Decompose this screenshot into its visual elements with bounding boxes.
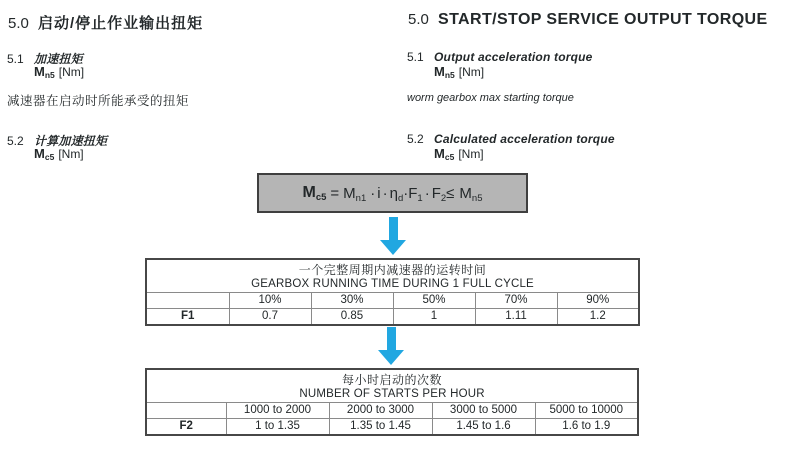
formula-mn5-sub: n5 <box>471 192 483 204</box>
table-row <box>146 293 639 309</box>
section-number: 5.0 <box>408 11 429 28</box>
table-title-zh: 一个完整周期内减速器的运转时间 <box>298 262 487 277</box>
formula-mc5 <box>303 184 327 202</box>
torque-symbol: M <box>34 64 45 79</box>
down-arrow-icon <box>380 217 406 255</box>
subsection-title: 加速扭矩 <box>34 52 83 66</box>
table-row <box>146 419 638 436</box>
factor-value: 0.7 <box>229 309 311 326</box>
formula-mc5-sub: c5 <box>315 192 327 203</box>
formula-f2-base: F <box>431 184 441 202</box>
section-title: START/STOP SERVICE OUTPUT TORQUE <box>438 11 768 28</box>
column-header: 2000 to 3000 <box>329 403 432 419</box>
empty-cell <box>146 293 229 309</box>
formula-mc5-base: M <box>302 184 316 201</box>
formula-mn5-base: M <box>459 184 472 202</box>
section-title: 启动/停止作业输出扭矩 <box>38 15 204 32</box>
formula-f1 <box>408 185 422 202</box>
factor-value: 1.11 <box>475 309 557 326</box>
formula-ratio-i: i <box>377 184 381 202</box>
table-header-cell <box>146 369 638 403</box>
formula-f1-sub: 1 <box>417 192 423 204</box>
column-header: 10% <box>229 293 311 309</box>
subsection-title: Calculated acceleration torque <box>434 132 615 146</box>
empty-cell <box>146 403 226 419</box>
table-row <box>146 403 638 419</box>
column-header: 90% <box>557 293 639 309</box>
running-time-table <box>145 258 640 326</box>
table-title-en: NUMBER OF STARTS PER HOUR <box>299 387 485 400</box>
torque-subscript: c5 <box>44 152 55 162</box>
formula-f2 <box>432 185 446 202</box>
subsection-number: 5.2 <box>407 132 424 146</box>
multiply-dot-icon: · <box>403 184 409 202</box>
subsection-number: 5.1 <box>407 50 424 64</box>
arrow-stem <box>387 327 396 350</box>
multiply-dot-icon: · <box>370 184 376 202</box>
torque-subscript: n5 <box>44 70 55 80</box>
table-title-zh: 每小时启动的次数 <box>342 372 443 387</box>
torque-unit: [Nm] <box>58 147 84 161</box>
column-header: 70% <box>475 293 557 309</box>
table-row <box>146 369 638 403</box>
torque-symbol: M <box>434 64 445 79</box>
torque-symbol: M <box>434 146 445 161</box>
formula-eta <box>390 185 404 202</box>
formula-f2-sub: 2 <box>440 192 447 204</box>
torque-symbol-line <box>434 64 484 79</box>
subsection-52-en <box>407 132 615 146</box>
factor-label: F2 <box>146 419 226 436</box>
equals-sign: = <box>330 184 340 202</box>
column-header: 5000 to 10000 <box>535 403 638 419</box>
formula-eta-base: η <box>389 184 398 202</box>
arrow-stem <box>389 217 398 240</box>
torque-unit: [Nm] <box>458 147 484 161</box>
factor-value: 0.85 <box>311 309 393 326</box>
formula-eta-sub: d <box>397 192 404 204</box>
factor-label: F1 <box>146 309 229 326</box>
formula-mn1 <box>343 185 366 202</box>
subsection-number: 5.2 <box>7 134 24 148</box>
factor-value: 1 to 1.35 <box>226 419 329 436</box>
description-text-en: worm gearbox max starting torque <box>407 92 574 104</box>
section-number: 5.0 <box>8 15 29 32</box>
formula-mn1-base: M <box>343 184 356 202</box>
subsection-51-en <box>407 50 593 64</box>
torque-symbol-line <box>434 146 484 161</box>
subsection-title: Output acceleration torque <box>434 50 593 64</box>
table-row <box>146 259 639 293</box>
torque-symbol: M <box>34 146 45 161</box>
subsection-title: 计算加速扭矩 <box>34 134 108 148</box>
multiply-dot-icon: · <box>382 184 388 202</box>
section-heading-en <box>408 11 768 29</box>
formula-mn1-sub: n1 <box>355 192 367 204</box>
column-header: 30% <box>311 293 393 309</box>
torque-unit: [Nm] <box>458 65 485 79</box>
factor-value: 1 <box>393 309 475 326</box>
section-heading-zh <box>8 12 203 33</box>
arrow-head <box>378 350 404 365</box>
down-arrow-icon <box>378 327 404 365</box>
table-header-cell <box>146 259 639 293</box>
column-header: 3000 to 5000 <box>432 403 535 419</box>
column-header: 1000 to 2000 <box>226 403 329 419</box>
subsection-number: 5.1 <box>7 52 24 66</box>
multiply-dot-icon: · <box>424 184 430 202</box>
starts-per-hour-table <box>145 368 639 436</box>
formula-mn5 <box>459 185 482 202</box>
column-header: 50% <box>393 293 475 309</box>
torque-symbol-line <box>34 64 84 79</box>
torque-subscript: n5 <box>444 70 455 80</box>
torque-subscript: c5 <box>444 152 455 162</box>
torque-unit: [Nm] <box>58 65 85 79</box>
formula-f1-base: F <box>408 184 418 202</box>
arrow-head <box>380 240 406 255</box>
less-equal-sign: ≤ <box>446 184 455 202</box>
table-row <box>146 309 639 326</box>
torque-symbol-line <box>34 146 84 161</box>
table-title-en: GEARBOX RUNNING TIME DURING 1 FULL CYCLE <box>251 277 534 290</box>
description-text-zh: 减速器在启动时所能承受的扭矩 <box>7 94 190 108</box>
factor-value: 1.2 <box>557 309 639 326</box>
factor-value: 1.35 to 1.45 <box>329 419 432 436</box>
factor-value: 1.6 to 1.9 <box>535 419 638 436</box>
formula-box <box>257 173 528 213</box>
factor-value: 1.45 to 1.6 <box>432 419 535 436</box>
